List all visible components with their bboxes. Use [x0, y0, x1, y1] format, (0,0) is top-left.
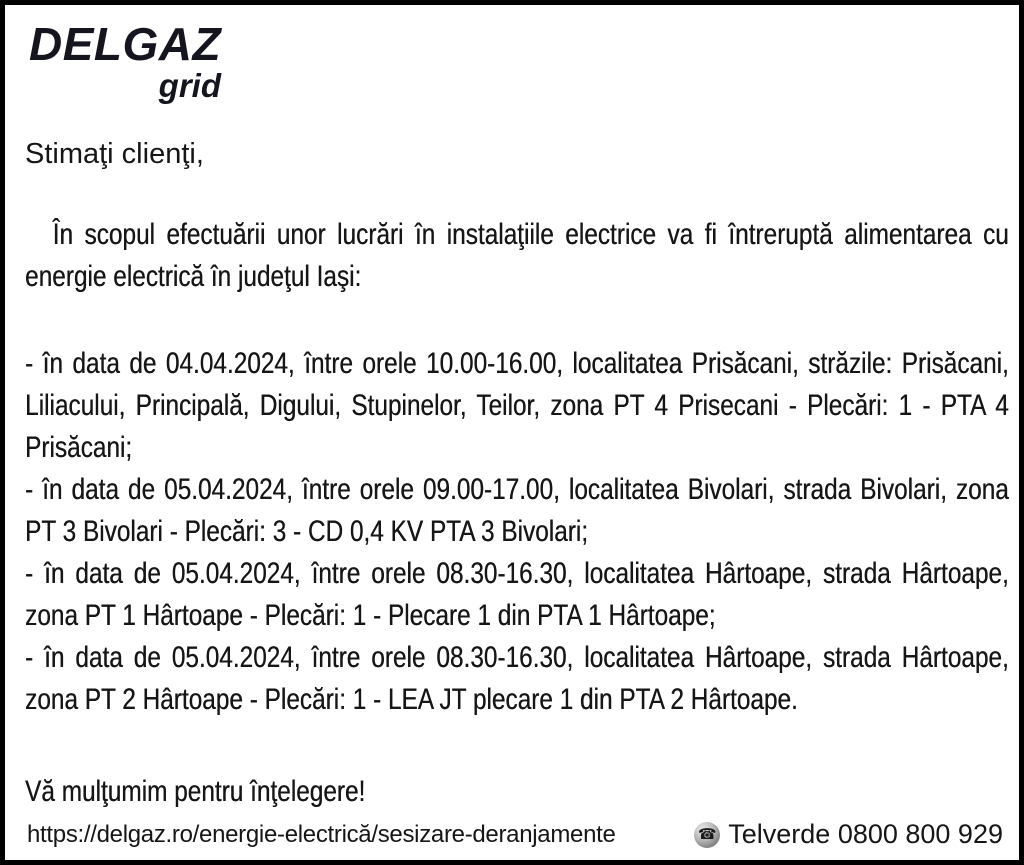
telverde-phone-number: Telverde 0800 800 929	[728, 819, 1003, 849]
outage-item: - în data de 04.04.2024, între orele 10.00-16.00, localitatea Prisăcani, străzile: Prisăcani, Liliacului, Principală, Digului, Stupinelor, Teilor, zona PT 4 Prisecani - Plecări: 1 - PTA 4 Prisăcani;	[25, 347, 1009, 464]
notice-body	[25, 214, 1009, 813]
outage-item: - în data de 05.04.2024, între orele 08.30-16.30, localitatea Hârtoape, strada Hârtoape, zona PT 1 Hârtoape - Plecări: 1 - Plecare 1 din PTA 1 Hârtoape;	[25, 557, 1009, 632]
intro-paragraph: În scopul efectuării unor lucrări în instalaţiile electrice va fi întreruptă alimentarea cu energie electrică în judeţul Iaşi:	[25, 218, 1009, 293]
site-url: https://delgaz.ro/energie-electrică/sesizare-deranjamente	[27, 820, 616, 848]
telephone-icon: ☎	[694, 822, 720, 848]
greeting-text: Stimaţi clienţi,	[25, 138, 204, 170]
closing-text: Vă mulţumim pentru înţelegere!	[25, 775, 366, 808]
logo-sub-text: grid	[158, 67, 221, 104]
delgaz-grid-logo	[29, 18, 229, 104]
footer	[27, 819, 1003, 850]
outage-list	[25, 343, 1009, 721]
outage-item: - în data de 05.04.2024, între orele 09.00-17.00, localitatea Bivolari, strada Bivolari, zona PT 3 Bivolari - Plecări: 3 - CD 0,4 KV PTA 3 Bivolari;	[25, 473, 1009, 548]
outage-item: - în data de 05.04.2024, între orele 08.30-16.30, localitatea Hârtoape, strada Hârtoape, zona PT 2 Hârtoape - Plecări: 1 - LEA JT plecare 1 din PTA 2 Hârtoape.	[25, 641, 1009, 716]
telverde-contact	[694, 819, 1003, 850]
logo-brand-text: DELGAZ	[29, 18, 222, 70]
